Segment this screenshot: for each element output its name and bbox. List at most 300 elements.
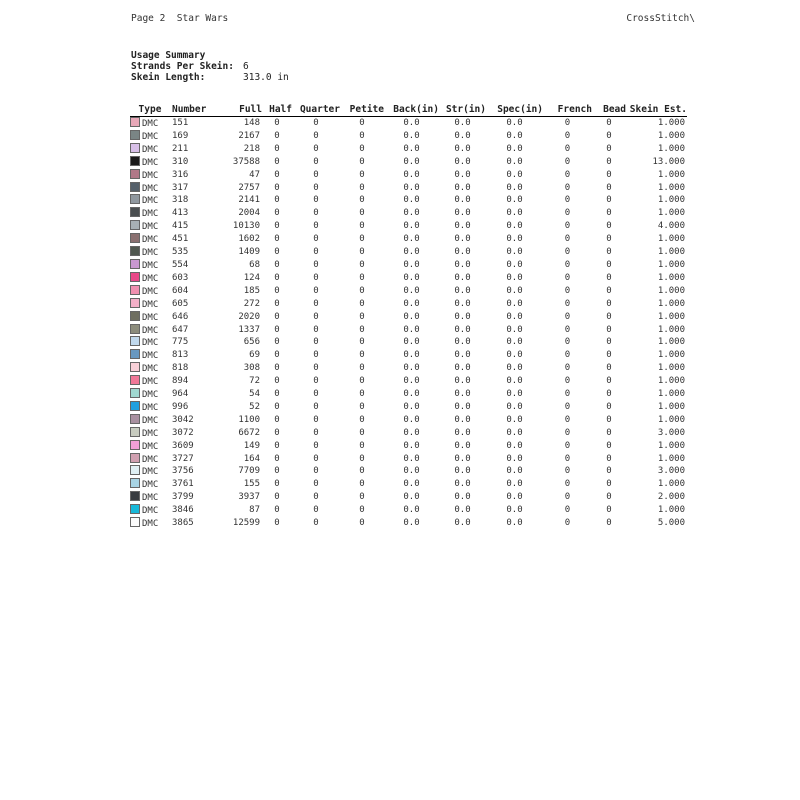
back-length: 0.0 bbox=[403, 130, 420, 141]
half-count: 0 bbox=[274, 440, 280, 451]
skein-estimate: 2.000 bbox=[657, 492, 685, 503]
french-count: 0 bbox=[564, 118, 571, 128]
thread-type: DMC bbox=[142, 183, 159, 194]
color-swatch-icon bbox=[130, 156, 140, 166]
quarter-count: 0 bbox=[313, 143, 319, 154]
quarter-count: 0 bbox=[313, 453, 319, 464]
skein-estimate: 1.000 bbox=[657, 414, 685, 425]
back-length: 0.0 bbox=[403, 118, 420, 128]
spec-length: 0.0 bbox=[506, 156, 523, 167]
full-count: 149 bbox=[243, 440, 260, 451]
petite-count: 0 bbox=[359, 324, 365, 335]
spec-length: 0.0 bbox=[506, 195, 523, 206]
spec-length: 0.0 bbox=[506, 234, 523, 245]
thread-number: 3609 bbox=[172, 440, 194, 451]
spec-length: 0.0 bbox=[506, 337, 523, 348]
quarter-count: 0 bbox=[313, 130, 319, 141]
petite-count: 0 bbox=[359, 414, 365, 425]
col-half: Half bbox=[262, 103, 292, 117]
str-length: 0.0 bbox=[454, 505, 471, 516]
thread-number: 604 bbox=[172, 285, 189, 296]
full-count: 2757 bbox=[238, 182, 260, 193]
thread-type-cell bbox=[130, 272, 170, 285]
half-count: 0 bbox=[274, 130, 280, 141]
str-length: 0.0 bbox=[454, 208, 471, 219]
color-swatch-icon bbox=[130, 233, 140, 243]
bead-count: 0 bbox=[606, 247, 612, 258]
skein-estimate: 1.000 bbox=[657, 479, 685, 490]
french-count: 0 bbox=[564, 182, 571, 193]
thread-number: 3846 bbox=[172, 505, 194, 516]
thread-number: 818 bbox=[172, 363, 189, 374]
thread-number: 451 bbox=[172, 234, 189, 245]
str-length: 0.0 bbox=[454, 492, 471, 503]
color-swatch-icon bbox=[130, 336, 140, 346]
strands-label: Strands Per Skein: bbox=[131, 61, 234, 72]
quarter-count: 0 bbox=[313, 311, 319, 322]
back-length: 0.0 bbox=[403, 505, 420, 516]
spec-length: 0.0 bbox=[506, 285, 523, 296]
bead-count: 0 bbox=[606, 234, 612, 245]
half-count: 0 bbox=[274, 272, 280, 283]
petite-count: 0 bbox=[359, 363, 365, 374]
thread-type: DMC bbox=[142, 428, 159, 439]
quarter-count: 0 bbox=[313, 169, 319, 180]
full-count: 2004 bbox=[238, 208, 260, 219]
back-length: 0.0 bbox=[403, 376, 420, 387]
thread-type-cell bbox=[130, 182, 170, 195]
color-swatch-icon bbox=[130, 246, 140, 256]
thread-number: 603 bbox=[172, 272, 189, 283]
bead-count: 0 bbox=[606, 221, 612, 232]
str-length: 0.0 bbox=[454, 221, 471, 232]
full-count: 1602 bbox=[238, 234, 260, 245]
bead-count: 0 bbox=[606, 337, 612, 348]
str-length: 0.0 bbox=[454, 324, 471, 335]
half-count: 0 bbox=[274, 259, 280, 270]
petite-count: 0 bbox=[359, 221, 365, 232]
spec-length: 0.0 bbox=[506, 324, 523, 335]
thread-type-cell bbox=[130, 324, 170, 337]
thread-type-cell bbox=[130, 517, 170, 530]
thread-type: DMC bbox=[142, 235, 159, 246]
col-type: Type bbox=[130, 103, 170, 117]
french-count: 0 bbox=[564, 169, 571, 180]
col-petite: Petite bbox=[340, 103, 384, 117]
skein-estimate: 1.000 bbox=[657, 272, 685, 283]
full-count: 12599 bbox=[232, 518, 260, 529]
skein-estimate: 1.000 bbox=[657, 247, 685, 258]
french-count: 0 bbox=[564, 130, 571, 141]
full-count: 68 bbox=[249, 259, 260, 270]
str-length: 0.0 bbox=[454, 169, 471, 180]
bead-count: 0 bbox=[606, 169, 612, 180]
french-count: 0 bbox=[564, 427, 571, 438]
bead-count: 0 bbox=[606, 440, 612, 451]
thread-type: DMC bbox=[142, 209, 159, 220]
half-count: 0 bbox=[274, 182, 280, 193]
thread-type-cell bbox=[130, 311, 170, 324]
thread-type: DMC bbox=[142, 338, 159, 349]
thread-type: DMC bbox=[142, 390, 159, 401]
quarter-count: 0 bbox=[313, 389, 319, 400]
table-row bbox=[130, 246, 687, 259]
bead-count: 0 bbox=[606, 130, 612, 141]
color-swatch-icon bbox=[130, 414, 140, 424]
half-count: 0 bbox=[274, 363, 280, 374]
french-count: 0 bbox=[564, 298, 571, 309]
skein-estimate: 3.000 bbox=[657, 427, 685, 438]
full-count: 2167 bbox=[238, 130, 260, 141]
table-row bbox=[130, 401, 687, 414]
half-count: 0 bbox=[274, 505, 280, 516]
table-row bbox=[130, 220, 687, 233]
half-count: 0 bbox=[274, 234, 280, 245]
skein-estimate: 1.000 bbox=[657, 118, 685, 128]
skein-estimate: 1.000 bbox=[657, 169, 685, 180]
back-length: 0.0 bbox=[403, 518, 420, 529]
petite-count: 0 bbox=[359, 130, 365, 141]
thread-type-cell bbox=[130, 233, 170, 246]
french-count: 0 bbox=[564, 518, 571, 529]
table-row bbox=[130, 194, 687, 207]
petite-count: 0 bbox=[359, 505, 365, 516]
thread-type: DMC bbox=[142, 260, 159, 271]
bead-count: 0 bbox=[606, 272, 612, 283]
quarter-count: 0 bbox=[313, 479, 319, 490]
half-count: 0 bbox=[274, 376, 280, 387]
half-count: 0 bbox=[274, 118, 280, 128]
thread-type: DMC bbox=[142, 286, 159, 297]
petite-count: 0 bbox=[359, 311, 365, 322]
thread-type-cell bbox=[130, 130, 170, 143]
spec-length: 0.0 bbox=[506, 130, 523, 141]
thread-type-cell bbox=[130, 143, 170, 156]
back-length: 0.0 bbox=[403, 414, 420, 425]
bead-count: 0 bbox=[606, 298, 612, 309]
spec-length: 0.0 bbox=[506, 118, 523, 128]
full-count: 37588 bbox=[232, 156, 260, 167]
color-swatch-icon bbox=[130, 388, 140, 398]
color-swatch-icon bbox=[130, 285, 140, 295]
summary-title: Usage Summary bbox=[131, 50, 206, 61]
petite-count: 0 bbox=[359, 376, 365, 387]
back-length: 0.0 bbox=[403, 221, 420, 232]
spec-length: 0.0 bbox=[506, 376, 523, 387]
thread-number: 775 bbox=[172, 337, 189, 348]
half-count: 0 bbox=[274, 324, 280, 335]
skein-estimate: 1.000 bbox=[657, 401, 685, 412]
quarter-count: 0 bbox=[313, 156, 319, 167]
quarter-count: 0 bbox=[313, 247, 319, 258]
table-row bbox=[130, 130, 687, 143]
thread-type-cell bbox=[130, 259, 170, 272]
thread-type: DMC bbox=[142, 248, 159, 259]
thread-type: DMC bbox=[142, 364, 159, 375]
spec-length: 0.0 bbox=[506, 518, 523, 529]
spec-length: 0.0 bbox=[506, 466, 523, 477]
full-count: 272 bbox=[243, 298, 260, 309]
full-count: 10130 bbox=[232, 221, 260, 232]
back-length: 0.0 bbox=[403, 350, 420, 361]
skein-length-label: Skein Length: bbox=[131, 72, 206, 83]
thread-type: DMC bbox=[142, 131, 159, 142]
french-count: 0 bbox=[564, 324, 571, 335]
thread-type-cell bbox=[130, 388, 170, 401]
back-length: 0.0 bbox=[403, 298, 420, 309]
thread-type: DMC bbox=[142, 441, 159, 452]
spec-length: 0.0 bbox=[506, 427, 523, 438]
color-swatch-icon bbox=[130, 272, 140, 282]
thread-type: DMC bbox=[142, 299, 159, 310]
full-count: 47 bbox=[249, 169, 260, 180]
full-count: 1337 bbox=[238, 324, 260, 335]
thread-number: 894 bbox=[172, 376, 189, 387]
table-row bbox=[130, 117, 687, 130]
thread-type: DMC bbox=[142, 480, 159, 491]
thread-number: 415 bbox=[172, 221, 189, 232]
petite-count: 0 bbox=[359, 440, 365, 451]
thread-type-cell bbox=[130, 491, 170, 504]
petite-count: 0 bbox=[359, 518, 365, 529]
color-swatch-icon bbox=[130, 478, 140, 488]
french-count: 0 bbox=[564, 259, 571, 270]
color-swatch-icon bbox=[130, 298, 140, 308]
skein-estimate: 4.000 bbox=[657, 221, 685, 232]
table-row bbox=[130, 272, 687, 285]
table-row bbox=[130, 465, 687, 478]
spec-length: 0.0 bbox=[506, 414, 523, 425]
full-count: 124 bbox=[243, 272, 260, 283]
table-row bbox=[130, 259, 687, 272]
thread-number: 3865 bbox=[172, 518, 194, 529]
thread-type: DMC bbox=[142, 222, 159, 233]
str-length: 0.0 bbox=[454, 156, 471, 167]
thread-type: DMC bbox=[142, 351, 159, 362]
spec-length: 0.0 bbox=[506, 169, 523, 180]
full-count: 2141 bbox=[238, 195, 260, 206]
strands-value: 6 bbox=[243, 61, 249, 72]
petite-count: 0 bbox=[359, 272, 365, 283]
thread-number: 3072 bbox=[172, 427, 194, 438]
full-count: 1409 bbox=[238, 247, 260, 258]
col-bead: Bead bbox=[592, 103, 626, 117]
thread-type: DMC bbox=[142, 119, 159, 129]
str-length: 0.0 bbox=[454, 350, 471, 361]
spec-length: 0.0 bbox=[506, 182, 523, 193]
str-length: 0.0 bbox=[454, 337, 471, 348]
table-row bbox=[130, 233, 687, 246]
bead-count: 0 bbox=[606, 285, 612, 296]
full-count: 6672 bbox=[238, 427, 260, 438]
str-length: 0.0 bbox=[454, 466, 471, 477]
thread-type: DMC bbox=[142, 196, 159, 207]
full-count: 3937 bbox=[238, 492, 260, 503]
half-count: 0 bbox=[274, 208, 280, 219]
quarter-count: 0 bbox=[313, 234, 319, 245]
thread-type-cell bbox=[130, 401, 170, 414]
skein-estimate: 1.000 bbox=[657, 505, 685, 516]
quarter-count: 0 bbox=[313, 195, 319, 206]
skein-estimate: 1.000 bbox=[657, 311, 685, 322]
spec-length: 0.0 bbox=[506, 350, 523, 361]
thread-number: 151 bbox=[172, 118, 189, 128]
skein-estimate: 1.000 bbox=[657, 298, 685, 309]
petite-count: 0 bbox=[359, 285, 365, 296]
back-length: 0.0 bbox=[403, 324, 420, 335]
color-swatch-icon bbox=[130, 259, 140, 269]
skein-length-row bbox=[131, 72, 289, 83]
pattern-title: Star Wars bbox=[176, 13, 229, 24]
bead-count: 0 bbox=[606, 466, 612, 477]
petite-count: 0 bbox=[359, 247, 365, 258]
french-count: 0 bbox=[564, 440, 571, 451]
half-count: 0 bbox=[274, 298, 280, 309]
half-count: 0 bbox=[274, 518, 280, 529]
color-swatch-icon bbox=[130, 440, 140, 450]
full-count: 164 bbox=[243, 453, 260, 464]
thread-type-cell bbox=[130, 375, 170, 388]
col-skein-est: Skein Est. bbox=[626, 103, 687, 117]
petite-count: 0 bbox=[359, 118, 365, 128]
petite-count: 0 bbox=[359, 234, 365, 245]
quarter-count: 0 bbox=[313, 337, 319, 348]
back-length: 0.0 bbox=[403, 492, 420, 503]
bead-count: 0 bbox=[606, 427, 612, 438]
str-length: 0.0 bbox=[454, 389, 471, 400]
quarter-count: 0 bbox=[313, 492, 319, 503]
back-length: 0.0 bbox=[403, 285, 420, 296]
half-count: 0 bbox=[274, 492, 280, 503]
bead-count: 0 bbox=[606, 492, 612, 503]
thread-type: DMC bbox=[142, 157, 159, 168]
bead-count: 0 bbox=[606, 401, 612, 412]
table-row bbox=[130, 207, 687, 220]
thread-type-cell bbox=[130, 169, 170, 182]
col-number: Number bbox=[170, 103, 212, 117]
full-count: 656 bbox=[243, 337, 260, 348]
color-swatch-icon bbox=[130, 324, 140, 334]
skein-length-value: 313.0 in bbox=[243, 72, 289, 83]
str-length: 0.0 bbox=[454, 440, 471, 451]
table-row bbox=[130, 169, 687, 182]
petite-count: 0 bbox=[359, 479, 365, 490]
quarter-count: 0 bbox=[313, 285, 319, 296]
french-count: 0 bbox=[564, 337, 571, 348]
quarter-count: 0 bbox=[313, 401, 319, 412]
bead-count: 0 bbox=[606, 311, 612, 322]
quarter-count: 0 bbox=[313, 259, 319, 270]
table-row bbox=[130, 156, 687, 169]
bead-count: 0 bbox=[606, 505, 612, 516]
french-count: 0 bbox=[564, 363, 571, 374]
half-count: 0 bbox=[274, 337, 280, 348]
skein-estimate: 1.000 bbox=[657, 285, 685, 296]
bead-count: 0 bbox=[606, 363, 612, 374]
quarter-count: 0 bbox=[313, 518, 319, 529]
french-count: 0 bbox=[564, 247, 571, 258]
thread-type-cell bbox=[130, 336, 170, 349]
petite-count: 0 bbox=[359, 350, 365, 361]
thread-type-cell bbox=[130, 117, 170, 130]
bead-count: 0 bbox=[606, 259, 612, 270]
skein-estimate: 1.000 bbox=[657, 259, 685, 270]
spec-length: 0.0 bbox=[506, 298, 523, 309]
spec-length: 0.0 bbox=[506, 440, 523, 451]
skein-estimate: 1.000 bbox=[657, 350, 685, 361]
usage-table bbox=[130, 103, 687, 530]
bead-count: 0 bbox=[606, 195, 612, 206]
str-length: 0.0 bbox=[454, 130, 471, 141]
color-swatch-icon bbox=[130, 117, 140, 127]
full-count: 52 bbox=[249, 401, 260, 412]
spec-length: 0.0 bbox=[506, 505, 523, 516]
thread-type-cell bbox=[130, 453, 170, 466]
french-count: 0 bbox=[564, 285, 571, 296]
back-length: 0.0 bbox=[403, 143, 420, 154]
table-row bbox=[130, 453, 687, 466]
str-length: 0.0 bbox=[454, 479, 471, 490]
color-swatch-icon bbox=[130, 453, 140, 463]
half-count: 0 bbox=[274, 401, 280, 412]
thread-number: 211 bbox=[172, 143, 189, 154]
quarter-count: 0 bbox=[313, 272, 319, 283]
thread-type-cell bbox=[130, 414, 170, 427]
full-count: 1100 bbox=[238, 414, 260, 425]
quarter-count: 0 bbox=[313, 414, 319, 425]
full-count: 185 bbox=[243, 285, 260, 296]
half-count: 0 bbox=[274, 311, 280, 322]
back-length: 0.0 bbox=[403, 169, 420, 180]
skein-estimate: 1.000 bbox=[657, 182, 685, 193]
table-row bbox=[130, 362, 687, 375]
skein-estimate: 1.000 bbox=[657, 389, 685, 400]
french-count: 0 bbox=[564, 376, 571, 387]
str-length: 0.0 bbox=[454, 247, 471, 258]
str-length: 0.0 bbox=[454, 401, 471, 412]
quarter-count: 0 bbox=[313, 505, 319, 516]
table-row bbox=[130, 143, 687, 156]
petite-count: 0 bbox=[359, 195, 365, 206]
bead-count: 0 bbox=[606, 118, 612, 128]
thread-type-cell bbox=[130, 478, 170, 491]
color-swatch-icon bbox=[130, 349, 140, 359]
bead-count: 0 bbox=[606, 350, 612, 361]
back-length: 0.0 bbox=[403, 247, 420, 258]
french-count: 0 bbox=[564, 479, 571, 490]
color-swatch-icon bbox=[130, 182, 140, 192]
full-count: 7709 bbox=[238, 466, 260, 477]
bead-count: 0 bbox=[606, 479, 612, 490]
table-row bbox=[130, 414, 687, 427]
half-count: 0 bbox=[274, 453, 280, 464]
back-length: 0.0 bbox=[403, 156, 420, 167]
thread-number: 3756 bbox=[172, 466, 194, 477]
back-length: 0.0 bbox=[403, 234, 420, 245]
str-length: 0.0 bbox=[454, 414, 471, 425]
skein-estimate: 1.000 bbox=[657, 453, 685, 464]
quarter-count: 0 bbox=[313, 221, 319, 232]
table-row bbox=[130, 427, 687, 440]
thread-type: DMC bbox=[142, 467, 159, 478]
french-count: 0 bbox=[564, 143, 571, 154]
half-count: 0 bbox=[274, 195, 280, 206]
skein-estimate: 1.000 bbox=[657, 376, 685, 387]
thread-number: 535 bbox=[172, 247, 189, 258]
str-length: 0.0 bbox=[454, 427, 471, 438]
bead-count: 0 bbox=[606, 182, 612, 193]
str-length: 0.0 bbox=[454, 518, 471, 529]
